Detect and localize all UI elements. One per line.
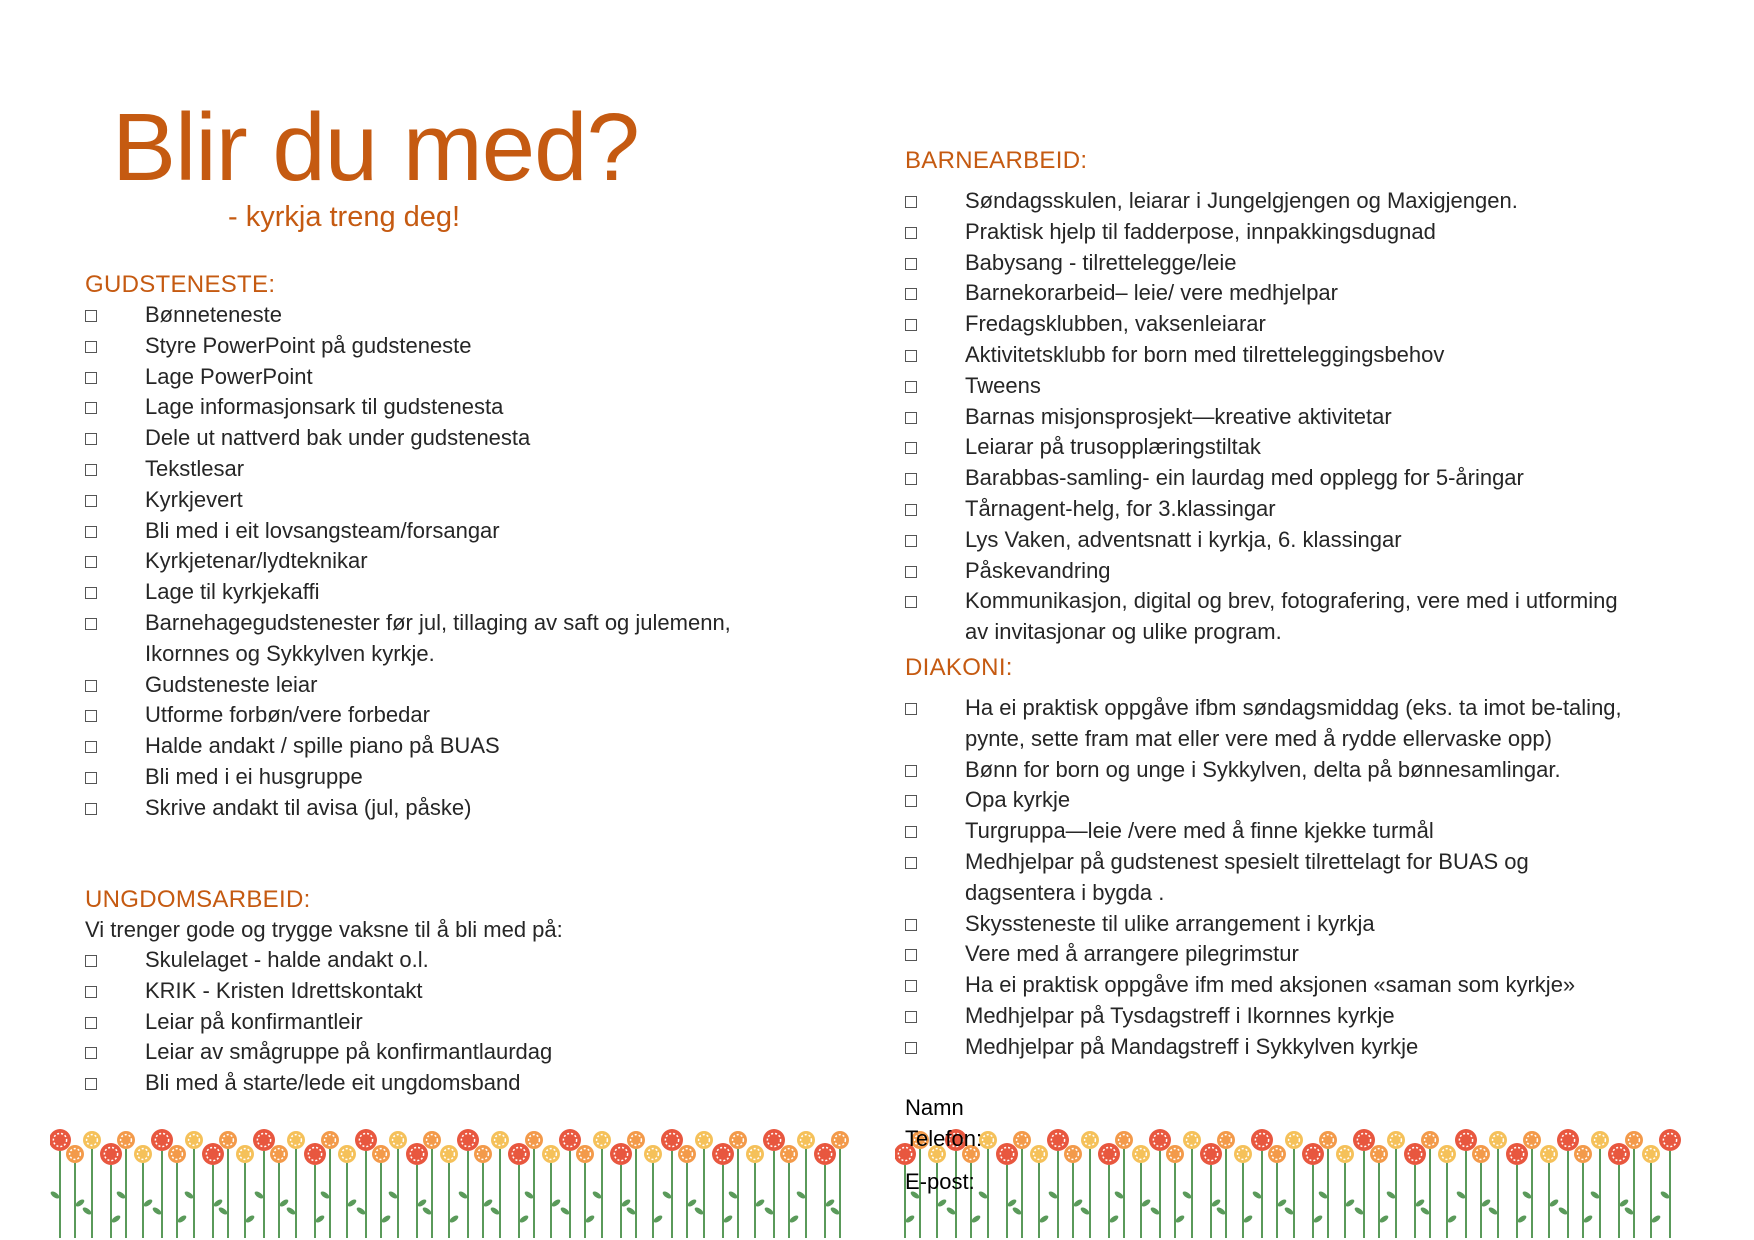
- list-item-label: Babysang - tilrettelegge/leie: [965, 249, 1237, 275]
- list-item: [905, 340, 1625, 371]
- checkbox-icon[interactable]: [905, 319, 917, 331]
- checkbox-icon[interactable]: [905, 535, 917, 547]
- list-item-label: Lage informasjonsark til gudstenesta: [145, 394, 504, 420]
- flower-icon: [795, 1131, 815, 1238]
- checkbox-icon[interactable]: [905, 919, 917, 931]
- section-heading: GUDSTENESTE:: [85, 271, 276, 298]
- flower-icon: [387, 1131, 407, 1238]
- list-item-label: Tårnagent-helg, for 3.klassingar: [965, 495, 1276, 521]
- list-item: [905, 217, 1625, 248]
- list-item: [905, 909, 1625, 940]
- list-item-label: Leiar på konfirmantleir: [145, 1008, 363, 1034]
- flower-icon: [712, 1143, 734, 1238]
- checkbox-icon[interactable]: [905, 227, 917, 239]
- checkbox-icon[interactable]: [905, 473, 917, 485]
- flower-icon: [508, 1143, 530, 1238]
- page-title: Blir du med?: [112, 94, 639, 201]
- list-item: [85, 392, 785, 423]
- list-item: [85, 454, 785, 485]
- list-item: [85, 670, 785, 701]
- list-item: [905, 556, 1625, 587]
- flower-icon: [1181, 1131, 1201, 1238]
- flower-icon: [134, 1145, 154, 1238]
- section-heading: BARNEARBEID:: [905, 147, 1088, 174]
- list-item: [85, 516, 785, 547]
- flower-icon: [372, 1145, 392, 1238]
- flower-icon: [1079, 1131, 1099, 1238]
- list-item-label: Ha ei praktisk oppgåve ifbm søndagsmiddag (eks. ta imot be-taling, pynte, sette fram mat eller vere med å rydde ellervaske opp): [965, 695, 1622, 751]
- list-item: [905, 432, 1625, 463]
- list-item: [85, 762, 785, 793]
- checkbox-icon[interactable]: [905, 703, 917, 715]
- flower-icon: [1251, 1129, 1273, 1238]
- flower-icon: [81, 1131, 101, 1238]
- flower-icon: [780, 1145, 800, 1238]
- flower-icon: [1064, 1145, 1084, 1238]
- list-item-label: Tweens: [965, 372, 1041, 398]
- flower-icon: [1200, 1143, 1222, 1238]
- list-item-label: Leiar av smågruppe på konfirmantlaurdag: [145, 1039, 553, 1065]
- checkbox-icon[interactable]: [905, 795, 917, 807]
- flower-icon: [576, 1145, 596, 1238]
- checklist: [905, 693, 1625, 1063]
- checklist: [85, 945, 785, 1099]
- list-item-label: Kyrkjetenar/lydteknikar: [145, 548, 368, 574]
- list-item: [85, 546, 785, 577]
- section-gudsteneste: [85, 270, 785, 824]
- list-item: [905, 525, 1625, 556]
- checklist: [85, 300, 785, 824]
- list-item: [905, 970, 1625, 1001]
- list-item-label: Leiarar på trusopplæringstiltak: [965, 434, 1261, 460]
- flower-icon: [1353, 1129, 1375, 1238]
- checkbox-icon[interactable]: [85, 955, 97, 967]
- checkbox-icon[interactable]: [905, 258, 917, 270]
- flower-border-icon: [50, 1120, 850, 1240]
- flower-border-icon: [895, 1120, 1685, 1240]
- flower-icon: [1642, 1145, 1662, 1238]
- checkbox-icon[interactable]: [905, 566, 917, 578]
- list-item: [85, 700, 785, 731]
- flower-icon: [746, 1145, 766, 1238]
- checkbox-icon[interactable]: [85, 464, 97, 476]
- flower-icon: [1506, 1143, 1528, 1238]
- list-item: [905, 847, 1625, 909]
- checkbox-icon[interactable]: [905, 857, 917, 869]
- checkbox-icon[interactable]: [85, 1017, 97, 1029]
- list-item-label: Bli med å starte/lede eit ungdomsband: [145, 1070, 521, 1096]
- list-item-label: Gudsteneste leiar: [145, 671, 318, 697]
- flower-icon: [996, 1143, 1018, 1238]
- flower-icon: [1149, 1129, 1171, 1238]
- list-item-label: Skulelaget - halde andakt o.l.: [145, 947, 429, 972]
- list-item: [905, 463, 1625, 494]
- list-item: [85, 362, 785, 393]
- list-item: [905, 248, 1625, 279]
- list-item-label: Barnas misjonsprosjekt—kreative aktivitetar: [965, 403, 1392, 429]
- list-item-label: Lage PowerPoint: [145, 363, 313, 389]
- checkbox-icon[interactable]: [905, 949, 917, 961]
- flower-icon: [1487, 1131, 1507, 1238]
- flower-icon: [66, 1145, 86, 1238]
- flower-icon: [1438, 1145, 1458, 1238]
- list-item-label: Kyrkjevert: [145, 486, 243, 512]
- checkbox-icon[interactable]: [85, 556, 97, 568]
- checkbox-icon[interactable]: [85, 1078, 97, 1090]
- list-item-label: Barnehagegudstenester før jul, tillaging av saft og julemenn, Ikornnes og Sykkylven kyrkje.: [145, 609, 731, 666]
- page-subtitle: - kyrkja treng deg!: [228, 201, 461, 233]
- flower-icon: [406, 1143, 428, 1238]
- checkbox-icon[interactable]: [905, 504, 917, 516]
- list-item-label: Kommunikasjon, digital og brev, fotografering, vere med i utforming av invitasjonar og ulike program.: [965, 588, 1618, 645]
- list-item-label: Barnekorarbeid– leie/ vere medhjelpar: [965, 280, 1338, 306]
- list-item: [905, 816, 1625, 847]
- list-item: [85, 423, 785, 454]
- list-item-label: Medhjelpar på Tysdagstreff i Ikornnes kyrkje: [965, 1002, 1395, 1028]
- checkbox-icon[interactable]: [905, 350, 917, 362]
- flower-icon: [763, 1129, 785, 1238]
- flower-icon: [591, 1131, 611, 1238]
- list-item: [905, 939, 1625, 970]
- list-item-label: Bli med i ei husgruppe: [145, 763, 363, 789]
- list-item-label: Utforme forbøn/vere forbedar: [145, 702, 430, 728]
- flower-icon: [1132, 1145, 1152, 1238]
- flower-icon: [559, 1129, 581, 1238]
- checkbox-icon[interactable]: [905, 980, 917, 992]
- list-item-label: Dele ut nattverd bak under gudstenesta: [145, 425, 531, 451]
- list-item: [85, 976, 785, 1007]
- checkbox-icon[interactable]: [85, 986, 97, 998]
- checkbox-icon[interactable]: [85, 341, 97, 353]
- checkbox-icon[interactable]: [85, 372, 97, 384]
- list-item: [85, 300, 785, 331]
- checkbox-icon[interactable]: [905, 196, 917, 208]
- flower-icon: [1268, 1145, 1288, 1238]
- flower-icon: [1385, 1131, 1405, 1238]
- list-item: [905, 278, 1625, 309]
- flower-icon: [1540, 1145, 1560, 1238]
- checkbox-icon[interactable]: [85, 710, 97, 722]
- list-item-label: Lage til kyrkjekaffi: [145, 579, 320, 605]
- checkbox-icon[interactable]: [905, 826, 917, 838]
- flower-icon: [661, 1129, 683, 1238]
- section-intro: Vi trenger gode og trygge vaksne til å bli med på:: [85, 917, 563, 942]
- flower-icon: [542, 1145, 562, 1238]
- list-item-label: Skrive andakt til avisa (jul, påske): [145, 794, 472, 820]
- section-diakoni: [905, 653, 1625, 1063]
- email-field-label: E-post:: [905, 1169, 975, 1194]
- list-item-label: Praktisk hjelp til fadderpose, innpakkingsdugnad: [965, 218, 1436, 244]
- checkbox-icon[interactable]: [85, 495, 97, 507]
- list-item: [905, 402, 1625, 433]
- flower-icon: [1283, 1131, 1303, 1238]
- list-item: [905, 1032, 1625, 1063]
- flower-icon: [814, 1143, 836, 1238]
- flower-icon: [693, 1131, 713, 1238]
- checklist: [905, 186, 1625, 648]
- list-item-label: KRIK - Kristen Idrettskontakt: [145, 977, 423, 1003]
- checkbox-icon[interactable]: [905, 412, 917, 424]
- flower-icon: [1302, 1143, 1324, 1238]
- flower-icon: [1589, 1131, 1609, 1238]
- list-item: [85, 793, 785, 824]
- list-item: [905, 755, 1625, 786]
- flower-icon: [1047, 1129, 1069, 1238]
- list-item-label: Opa kyrkje: [965, 787, 1071, 813]
- list-item: [85, 1068, 785, 1099]
- flower-icon: [440, 1145, 460, 1238]
- list-item: [905, 1001, 1625, 1032]
- flower-icon: [270, 1145, 290, 1238]
- checkbox-icon[interactable]: [905, 596, 917, 608]
- flower-icon: [1659, 1129, 1681, 1238]
- flower-icon: [100, 1143, 122, 1238]
- checkbox-icon[interactable]: [85, 680, 97, 692]
- checkbox-icon[interactable]: [85, 402, 97, 414]
- list-item: [905, 309, 1625, 340]
- checkbox-icon[interactable]: [905, 1042, 917, 1054]
- flower-icon: [338, 1145, 358, 1238]
- flower-icon: [1166, 1145, 1186, 1238]
- list-item-label: Turgruppa—leie /vere med å finne kjekke turmål: [965, 818, 1434, 844]
- checkbox-icon[interactable]: [905, 1011, 917, 1023]
- list-item: [905, 785, 1625, 816]
- checkbox-icon[interactable]: [85, 526, 97, 538]
- flower-icon: [304, 1143, 326, 1238]
- list-item-label: Bli med i eit lovsangsteam/forsangar: [145, 517, 500, 543]
- flower-icon: [1234, 1145, 1254, 1238]
- flower-icon: [1608, 1143, 1630, 1238]
- section-heading: DIAKONI:: [905, 654, 1013, 681]
- list-item-label: Vere med å arrangere pilegrimstur: [965, 941, 1299, 967]
- list-item-label: Aktivitetsklubb for born med tilretteleggingsbehov: [965, 341, 1445, 367]
- list-item: [85, 331, 785, 362]
- list-item: [85, 1037, 785, 1068]
- list-item: [85, 608, 785, 670]
- list-item: [85, 731, 785, 762]
- flower-icon: [474, 1145, 494, 1238]
- list-item: [905, 494, 1625, 525]
- flower-icon: [1574, 1145, 1594, 1238]
- list-item: [85, 485, 785, 516]
- flower-icon: [1370, 1145, 1390, 1238]
- flower-icon: [1557, 1129, 1579, 1238]
- list-item-label: Tekstlesar: [145, 455, 245, 481]
- checkbox-icon[interactable]: [85, 618, 97, 630]
- list-item: [85, 1007, 785, 1038]
- list-item-label: Barabbas-samling- ein laurdag med opplegg for 5-åringar: [965, 465, 1524, 491]
- flower-icon: [355, 1129, 377, 1238]
- flower-icon: [168, 1145, 188, 1238]
- flower-icon: [202, 1143, 224, 1238]
- checkbox-icon[interactable]: [85, 310, 97, 322]
- list-item: [905, 371, 1625, 402]
- checkbox-icon[interactable]: [85, 772, 97, 784]
- checkbox-icon[interactable]: [905, 442, 917, 454]
- list-item-label: Bønneteneste: [145, 302, 282, 327]
- flower-icon: [1336, 1145, 1356, 1238]
- checkbox-icon[interactable]: [905, 288, 917, 300]
- list-item: [905, 693, 1625, 755]
- list-item-label: Halde andakt / spille piano på BUAS: [145, 733, 500, 759]
- list-item-label: Lys Vaken, adventsnatt i kyrkja, 6. klassingar: [965, 526, 1402, 552]
- flower-icon: [183, 1131, 203, 1238]
- flower-icon: [457, 1129, 479, 1238]
- section-ungdomsarbeid: [85, 885, 785, 1099]
- flower-icon: [285, 1131, 305, 1238]
- list-item-label: Ha ei praktisk oppgåve ifm med aksjonen «saman som kyrkje»: [965, 972, 1576, 998]
- flower-icon: [678, 1145, 698, 1238]
- flower-icon: [644, 1145, 664, 1238]
- name-field-label: Namn: [905, 1095, 964, 1120]
- list-item-label: Medhjelpar på Mandagstreff i Sykkylven kyrkje: [965, 1033, 1419, 1059]
- list-item-label: Søndagsskulen, leiarar i Jungelgjengen og Maxigjengen.: [965, 188, 1518, 213]
- flower-icon: [1098, 1143, 1120, 1238]
- list-item: [905, 186, 1625, 217]
- section-heading: UNGDOMSARBEID:: [85, 886, 311, 913]
- list-item: [905, 586, 1625, 648]
- list-item-label: Bønn for born og unge i Sykkylven, delta på bønnesamlingar.: [965, 756, 1561, 782]
- checkbox-icon[interactable]: [905, 381, 917, 393]
- list-item-label: Påskevandring: [965, 557, 1111, 583]
- flower-icon: [1472, 1145, 1492, 1238]
- list-item-label: Fredagsklubben, vaksenleiarar: [965, 311, 1266, 337]
- checkbox-icon[interactable]: [85, 741, 97, 753]
- flower-icon: [1404, 1143, 1426, 1238]
- list-item-label: Medhjelpar på gudstenest spesielt tilrettelagt for BUAS og dagsentera i bygda .: [965, 848, 1529, 905]
- flower-icon: [1030, 1145, 1050, 1238]
- flower-icon: [489, 1131, 509, 1238]
- checkbox-icon[interactable]: [905, 765, 917, 777]
- checkbox-icon[interactable]: [85, 433, 97, 445]
- flower-icon: [253, 1129, 275, 1238]
- list-item-label: Skyssteneste til ulike arrangement i kyrkja: [965, 910, 1375, 936]
- list-item-label: Styre PowerPoint på gudsteneste: [145, 332, 472, 358]
- list-item: [85, 577, 785, 608]
- checkbox-icon[interactable]: [85, 1047, 97, 1059]
- checkbox-icon[interactable]: [85, 803, 97, 815]
- flower-icon: [50, 1129, 71, 1238]
- flower-icon: [236, 1145, 256, 1238]
- flower-icon: [1455, 1129, 1477, 1238]
- checkbox-icon[interactable]: [85, 587, 97, 599]
- section-barnearbeid: [905, 146, 1625, 648]
- list-item: [85, 945, 785, 976]
- phone-field-label: Telefon:: [905, 1126, 983, 1151]
- flower-icon: [151, 1129, 173, 1238]
- flower-icon: [610, 1143, 632, 1238]
